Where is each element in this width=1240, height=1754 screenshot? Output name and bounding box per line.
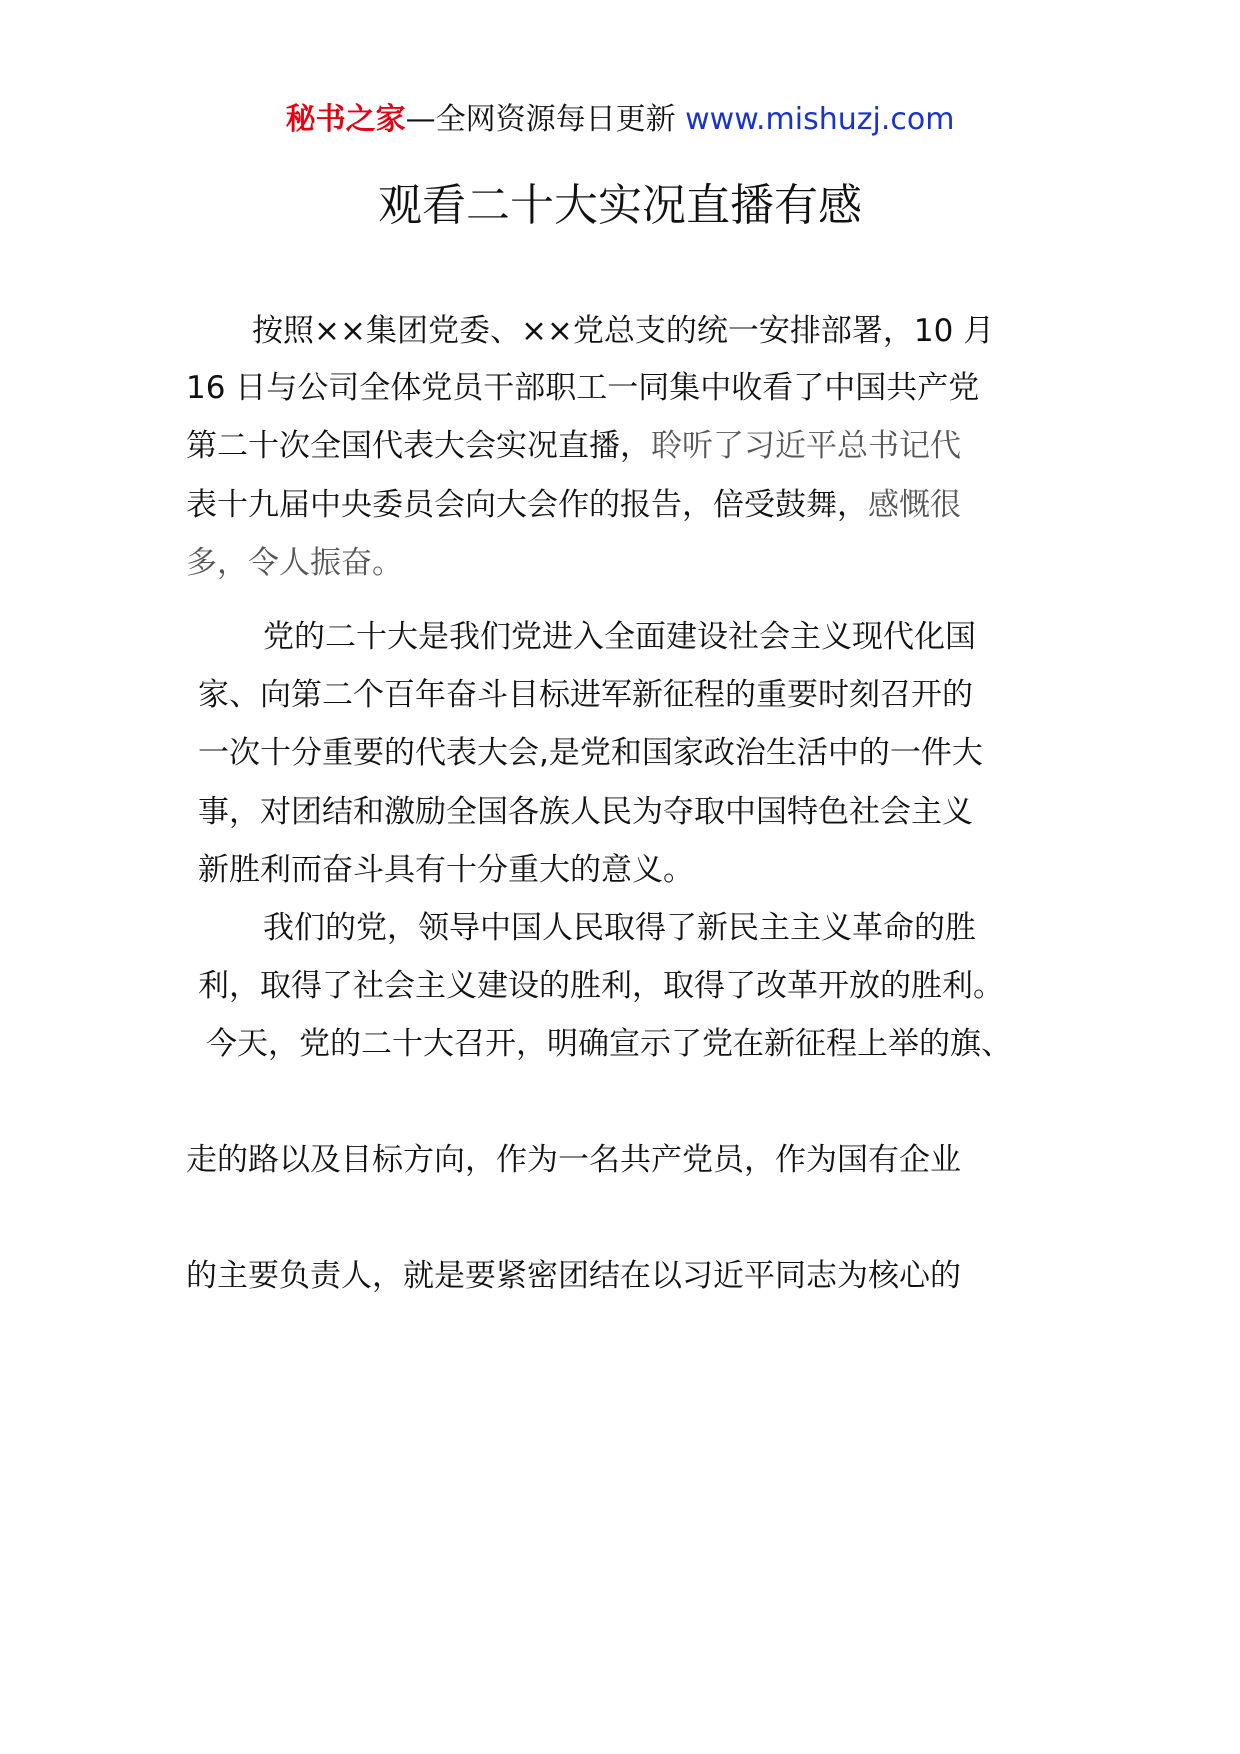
paragraph-line: 走的路以及目标方向，作为一名共产党员，作为国有企业 bbox=[186, 1142, 961, 1178]
line-segment: 第二十次全国代表大会实况直播， bbox=[186, 428, 651, 464]
paragraph-line: 家、向第二个百年奋斗目标进军新征程的重要时刻召开的 bbox=[198, 677, 973, 713]
paragraph-line: 的主要负责人，就是要紧密团结在以习近平同志为核心的 bbox=[186, 1258, 961, 1294]
paragraph-line bbox=[186, 424, 961, 468]
document-title: 观看二十大实况直播有感 bbox=[378, 180, 862, 231]
paragraph-line bbox=[186, 483, 961, 527]
paragraph-line: 按照××集团党委、××党总支的统一安排部署，10 月 bbox=[252, 313, 995, 349]
paragraph-line: 我们的党，领导中国人民取得了新民主主义革命的胜 bbox=[263, 910, 976, 946]
paragraph-line: 利，取得了社会主义建设的胜利，取得了改革开放的胜利。 bbox=[198, 968, 1004, 1004]
paragraph-line: 多，令人振奋。 bbox=[186, 545, 403, 581]
paragraph-line: 一次十分重要的代表大会,是党和国家政治生活中的一件大 bbox=[198, 735, 983, 771]
paragraph-line: 新胜利而奋斗具有十分重大的意义。 bbox=[198, 852, 694, 888]
paragraph-line: 事，对团结和激励全国各族人民为夺取中国特色社会主义 bbox=[198, 794, 973, 830]
paragraph-line: 16 日与公司全体党员干部职工一同集中收看了中国共产党 bbox=[186, 370, 980, 406]
line-segment-muted: 聆听了习近平总书记代 bbox=[651, 428, 961, 464]
site-header bbox=[0, 100, 1240, 140]
line-segment-muted: 感慨很 bbox=[868, 487, 961, 523]
paragraph-line: 党的二十大是我们党进入全面建设社会主义现代化国 bbox=[263, 619, 976, 655]
website-url[interactable]: www.mishuzj.com bbox=[685, 102, 955, 137]
brand-name: 秘书之家 bbox=[285, 102, 406, 137]
paragraph-line: 今天，党的二十大召开，明确宣示了党在新征程上举的旗、 bbox=[206, 1026, 1012, 1062]
line-segment: 表十九届中央委员会向大会作的报告，倍受鼓舞， bbox=[186, 487, 868, 523]
header-slogan: —全网资源每日更新 bbox=[405, 102, 686, 137]
